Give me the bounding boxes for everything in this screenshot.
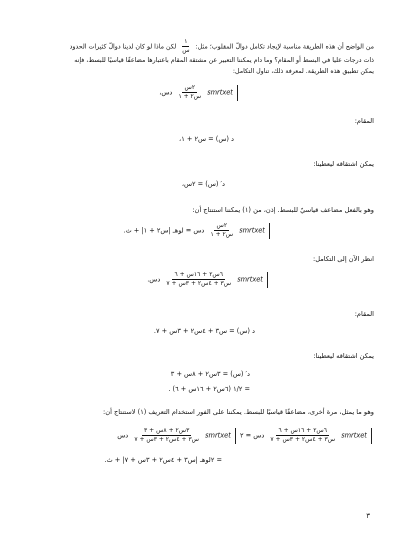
derivative-label-2: يمكن اشتقاقه ليعطينا: bbox=[313, 352, 374, 360]
page-number: ٣ bbox=[366, 512, 370, 520]
derivative-label-1: يمكن اشتقاقه ليعطينا: bbox=[313, 160, 374, 168]
paragraph-2: وهو بالفعل مضاعف قياسيّ للبسط. إذن، من (١) يمكننا استنتاج أن: bbox=[192, 206, 374, 214]
result-1: smrtxet $\frac{\text{٢س}}{\text{س٢ + ١}}$ دس = لوهـ |س٢ + ١| + ث. bbox=[123, 222, 272, 239]
paragraph-3: وهو ما يمثل، مرة أخرى، مضاعفًا قياسيًا للبسط. يمكننا على الفور استخدام التعريف (١) لاستنتاج أن: bbox=[103, 408, 374, 416]
maqam-label-1: المقام: bbox=[354, 117, 374, 125]
integral-1: smrtxet $\frac{\text{٢س}}{\text{س٢ + ١}}$ دس، bbox=[159, 84, 240, 101]
intro-line-1-tail: لكن ماذا لو كان لدينا دوالّ كثيرات الحدود bbox=[69, 43, 177, 51]
final-equation-line-2: = ٢لوهـ |س٣ + ٤س٢ + ٣س + ٧| + ث. bbox=[104, 456, 222, 464]
denominator-eq-1: د (س) = س٢ + ١، bbox=[179, 135, 234, 143]
denominator-eq-2: د (س) = س٣ + ٤س٢ + ٣س + ٧. bbox=[153, 327, 255, 335]
derivative-eq-2b: = ١/٢ (٦س٢ + ١٦س + ٦) . bbox=[168, 385, 250, 393]
derivative-eq-2a: د′ (س) = ٣س٢ + ٨س + ٣ bbox=[170, 370, 250, 378]
reciprocal-fraction: $\frac{١}{\text{س}}$ bbox=[182, 38, 190, 54]
maqam-label-2: المقام: bbox=[354, 310, 374, 318]
integral-2: smrtxet $\frac{\text{٦س٢ + ١٦س + ٦}}{\text{س٣ + ٤س٢ + ٣س + ٧}}$ دس. bbox=[147, 271, 270, 288]
integral-2-label: انظر الآن إلى التكامل: bbox=[312, 255, 374, 263]
intro-line-2: ذات درجات عليا في البسط أو المقام؟ وما دام يمكننا التعبير عن مشتقة المقام باعتبارها مضاعفًا قياسيًا للبسط، فإنه bbox=[74, 57, 374, 64]
intro-line-3: يمكن تطبيق هذه الطريقة. لمعرفة ذلك، تناول التكامل: bbox=[232, 68, 374, 75]
integral-sign bbox=[237, 85, 238, 101]
derivative-eq-1: د′ (س) = ٢س، bbox=[181, 180, 225, 188]
intro-paragraph bbox=[24, 38, 374, 77]
intro-line-1: من الواضح أن هذه الطريقة مناسبة لإيجاد تكامل دوالّ المقلوب؛ مثل: bbox=[195, 43, 374, 51]
final-equation: smrtxet $\frac{\text{٦س٢ + ١٦س + ٦}}{\text{س٣ + ٤س٢ + ٣س + ٧}}$ دس = ٢ smrtxet $\frac{\text{٣س٢ + ٨س + ٣}}{\text{س٣ + ٤س٢ + ٣س + ٧}}$ دس bbox=[117, 427, 374, 444]
